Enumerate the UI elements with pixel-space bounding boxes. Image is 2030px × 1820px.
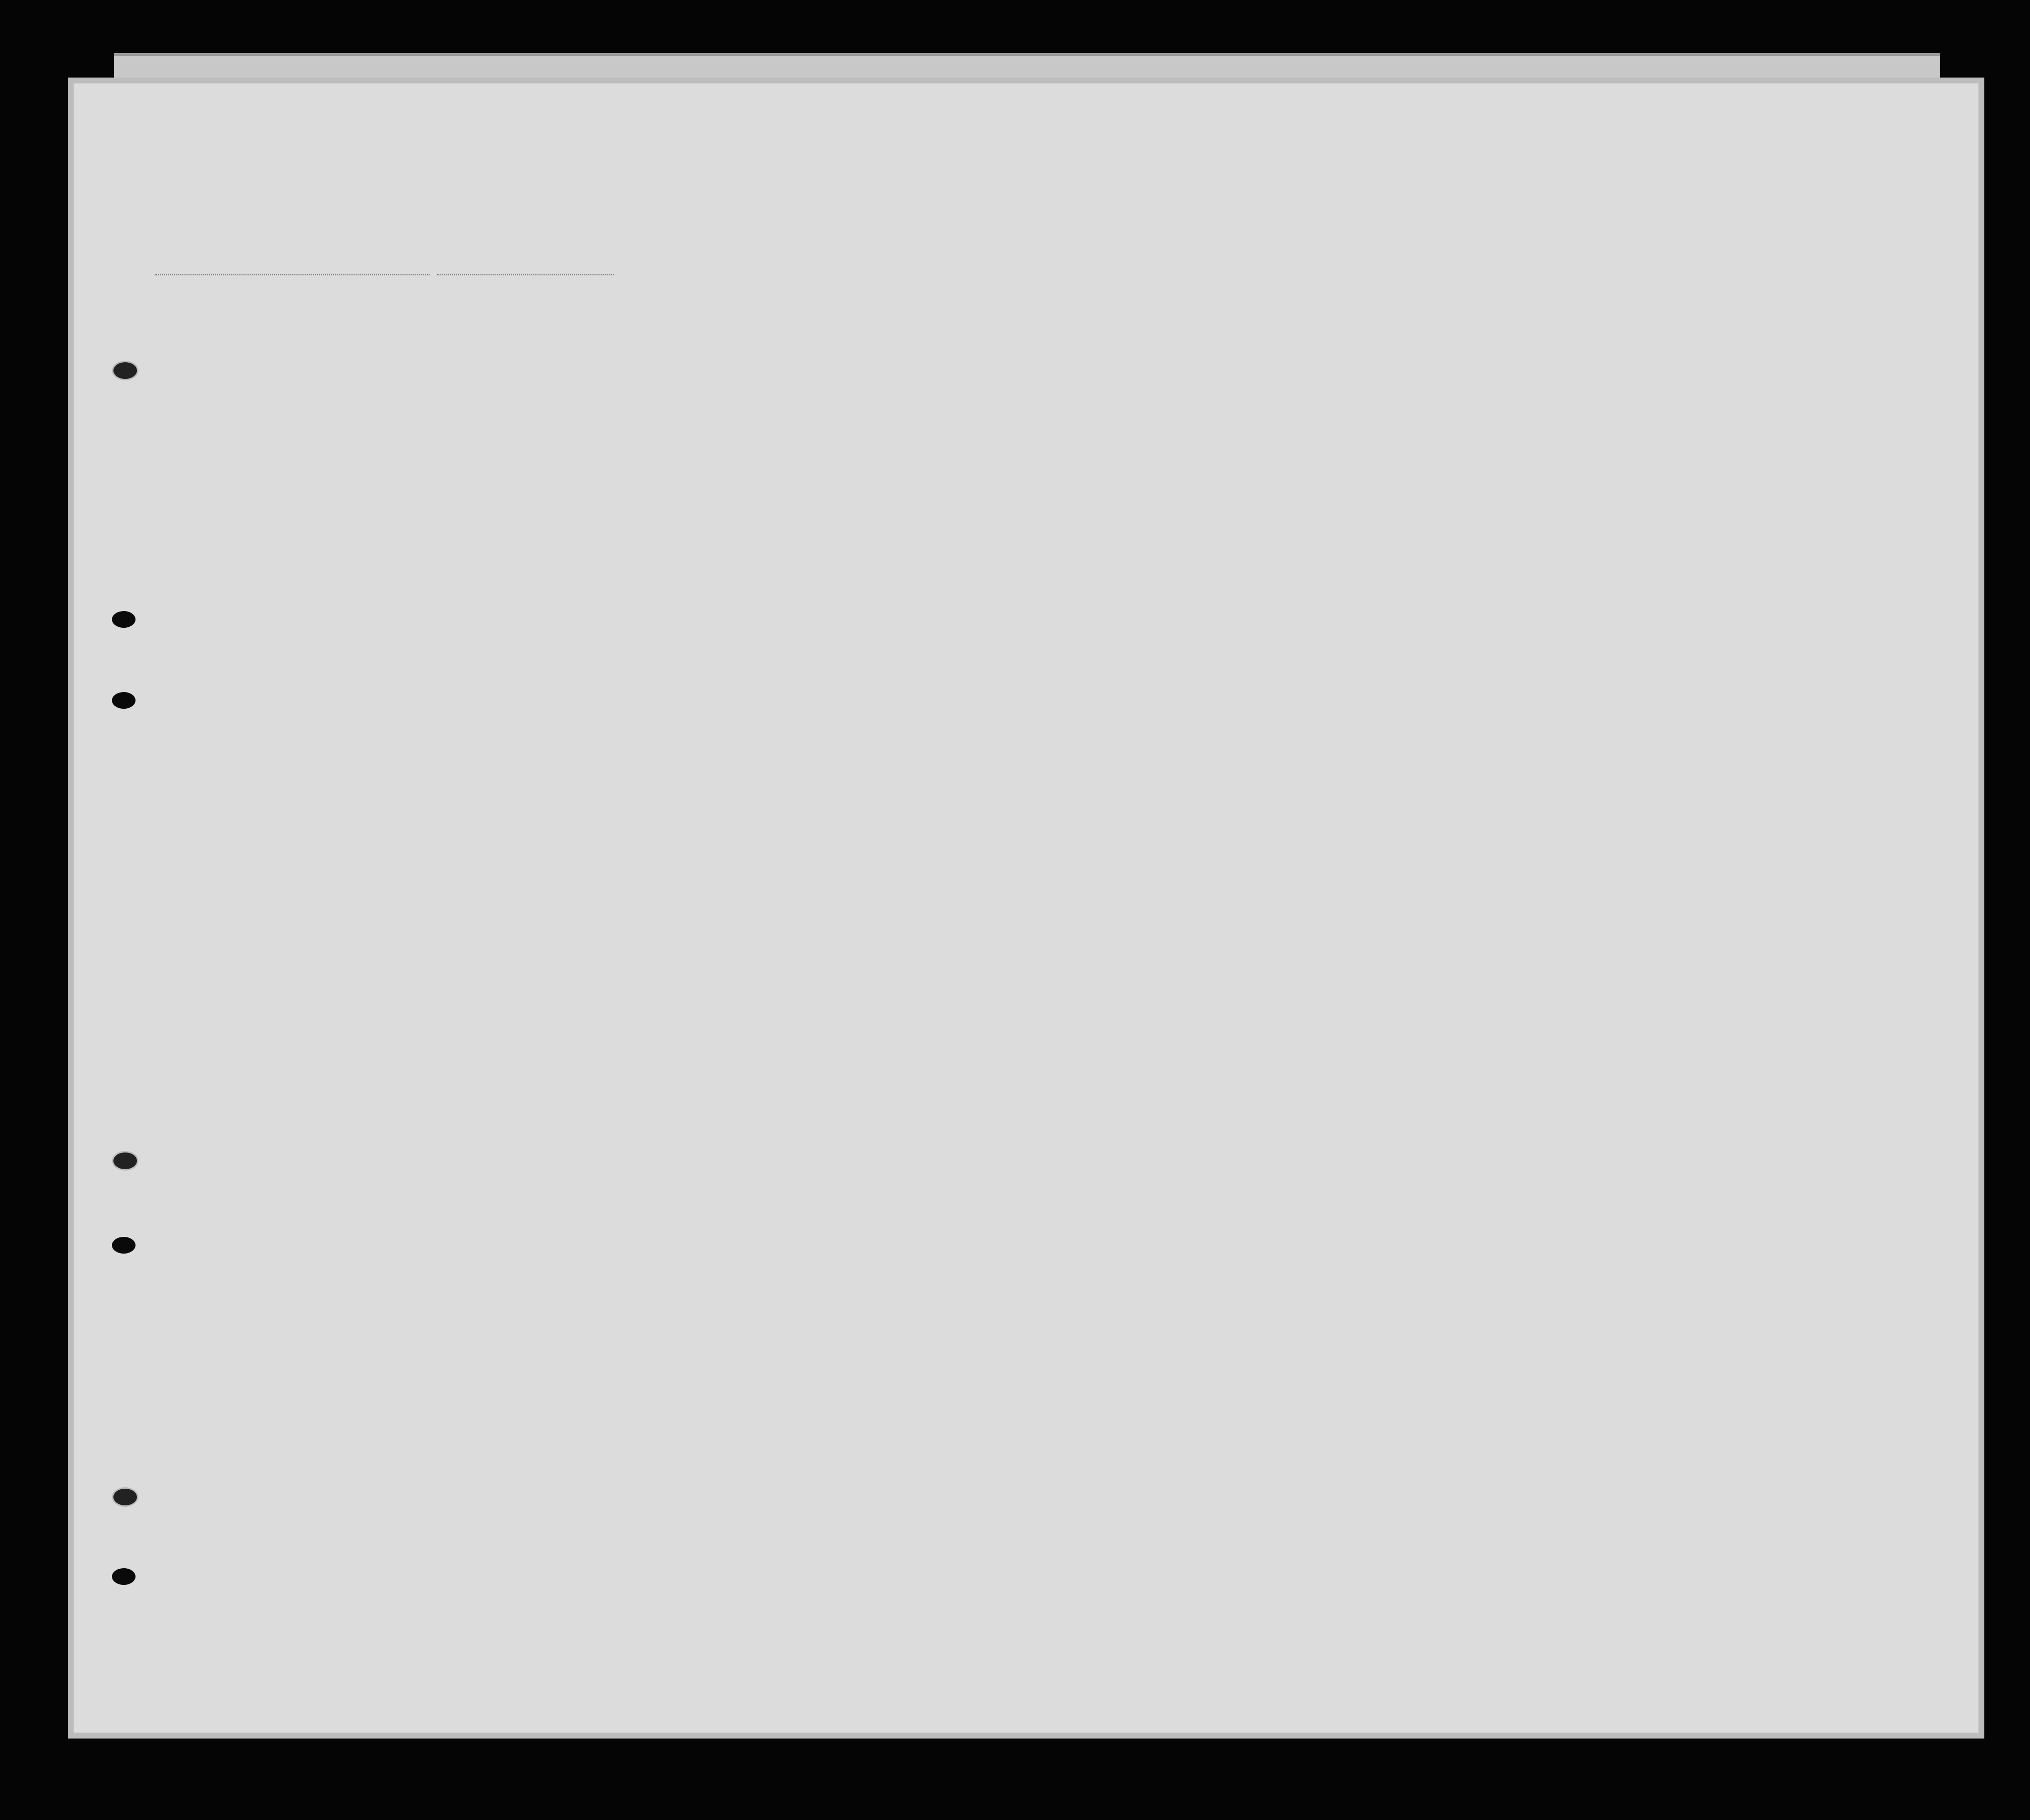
binder-hole [112, 611, 135, 628]
manifest-table [74, 83, 1978, 1733]
manifest-sheet [74, 83, 1978, 1733]
binder-hole [112, 1151, 138, 1171]
binder-hole [112, 1487, 138, 1507]
binder-hole [112, 692, 135, 709]
binder-hole [112, 361, 138, 380]
binder-hole [112, 1237, 135, 1254]
binder-hole [112, 1568, 135, 1585]
